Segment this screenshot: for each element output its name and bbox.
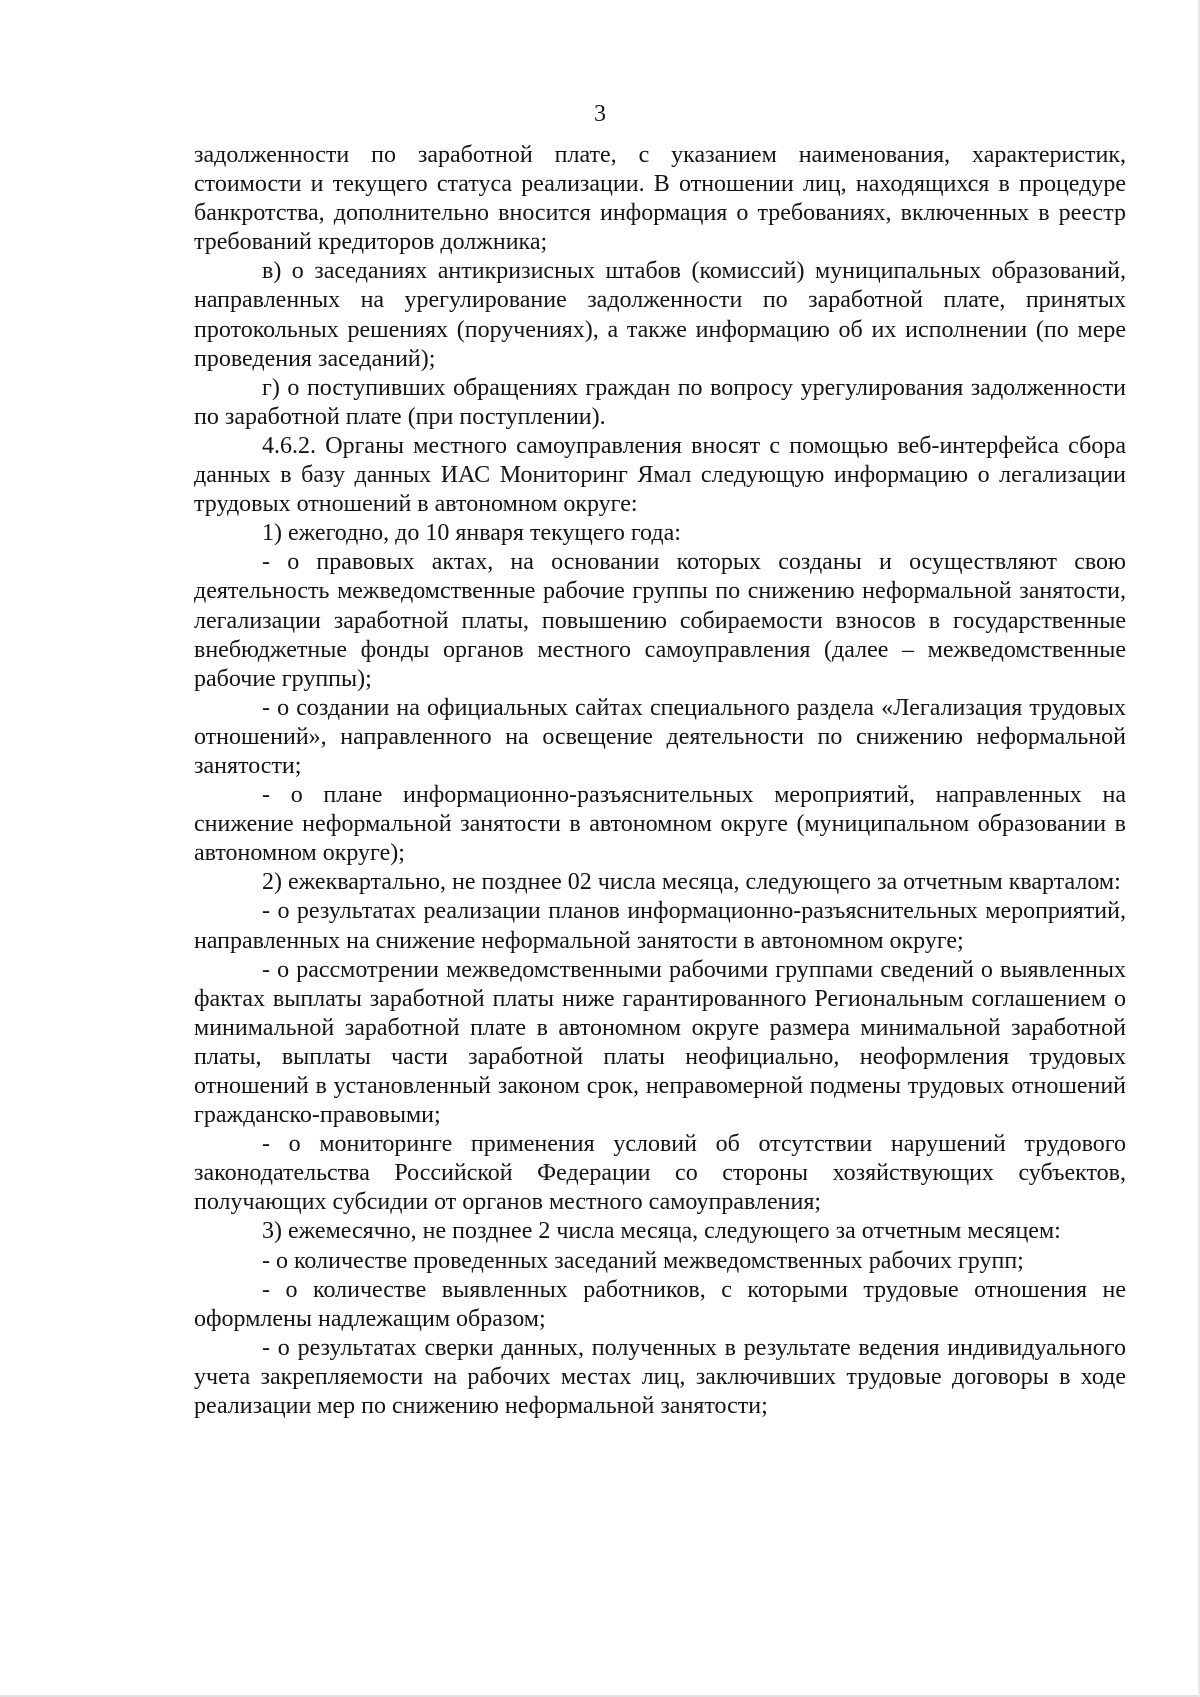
paragraph-item-g: г) о поступивших обращениях граждан по вопросу урегулирования задолженности по заработной плате (при поступлении).: [194, 374, 1126, 430]
document-body: [194, 141, 1126, 1421]
paragraph-annual-heading: 1) ежегодно, до 10 января текущего года:: [262, 520, 681, 547]
paragraph-bullet: - о плане информационно-разъяснительных мероприятий, направленных на снижение неформальной занятости в автономном округе (муниципальном образовании в автономном округе);: [194, 782, 1126, 867]
paragraph-monthly-heading: 3) ежемесячно, не позднее 2 числа месяца, следующего за отчетным месяцем:: [262, 1218, 1061, 1245]
paragraph-bullet: - о результатах реализации планов информационно-разъяснительных мероприятий, направленных на снижение неформальной занятости в автономном округе;: [194, 898, 1126, 954]
paragraph-continuation: задолженности по заработной плате, с указанием наименования, характеристик, стоимости и текущего статуса реализации. В отношении лиц, находящихся в процедуре банкротства, дополнительно вносится информация о требованиях, включенных в реестр требований кредиторов должника;: [194, 142, 1126, 256]
paragraph-bullet: - о правовых актах, на основании которых созданы и осуществляют свою деятельность межведомственные рабочие группы по снижению неформальной занятости, легализации заработной платы, повышению собираемости взносов в государственные внебюджетные фонды органов местного самоуправления (далее – межведомственные рабочие группы);: [194, 549, 1126, 692]
paragraph-section-4-6-2: 4.6.2. Органы местного самоуправления вносят с помощью веб-интерфейса сбора данных в базу данных ИАС Мониторинг Ямал следующую информацию о легализации трудовых отношений в автономном округе:: [194, 432, 1126, 518]
paragraph-bullet: - о мониторинге применения условий об отсутствии нарушений трудового законодательства Российской Федерации со стороны хозяйствующих субъектов, получающих субсидии от органов местного самоуправления;: [194, 1131, 1126, 1216]
paragraph-item-v: в) о заседаниях антикризисных штабов (комиссий) муниципальных образований, направленных на урегулирование задолженности по заработной плате, принятых протокольных решениях (поручениях), а также информацию об их исполнении (по мере проведения заседаний);: [194, 258, 1126, 372]
paragraph-bullet: - о результатах сверки данных, полученных в результате ведения индивидуального учета закрепляемости на рабочих местах лиц, заключивших трудовые договоры в ходе реализации мер по снижению неформальной занятости;: [194, 1334, 1126, 1420]
paragraph-bullet: - о количестве выявленных работников, с которыми трудовые отношения не оформлены надлежащим образом;: [194, 1276, 1126, 1332]
paragraph-bullet: - о создании на официальных сайтах специального раздела «Легализация трудовых отношений», направленного на освещение деятельности по снижению неформальной занятости;: [194, 694, 1126, 779]
paragraph-quarterly-heading: 2) ежеквартально, не позднее 02 числа месяца, следующего за отчетным кварталом:: [262, 869, 1121, 896]
paragraph-bullet: - о рассмотрении межведомственными рабочими группами сведений о выявленных фактах выплаты заработной платы ниже гарантированного Региональным соглашением о минимальной заработной плате в автономном округе размера минимальной заработной платы, выплаты части заработной платы неофициально, неоформления трудовых отношений в установленный законом срок, неправомерной подмены трудовых отношений гражданско-правовыми;: [194, 956, 1126, 1129]
page-number: 3: [594, 101, 606, 127]
paragraph-bullet: - о количестве проведенных заседаний межведомственных рабочих групп;: [262, 1247, 1024, 1274]
